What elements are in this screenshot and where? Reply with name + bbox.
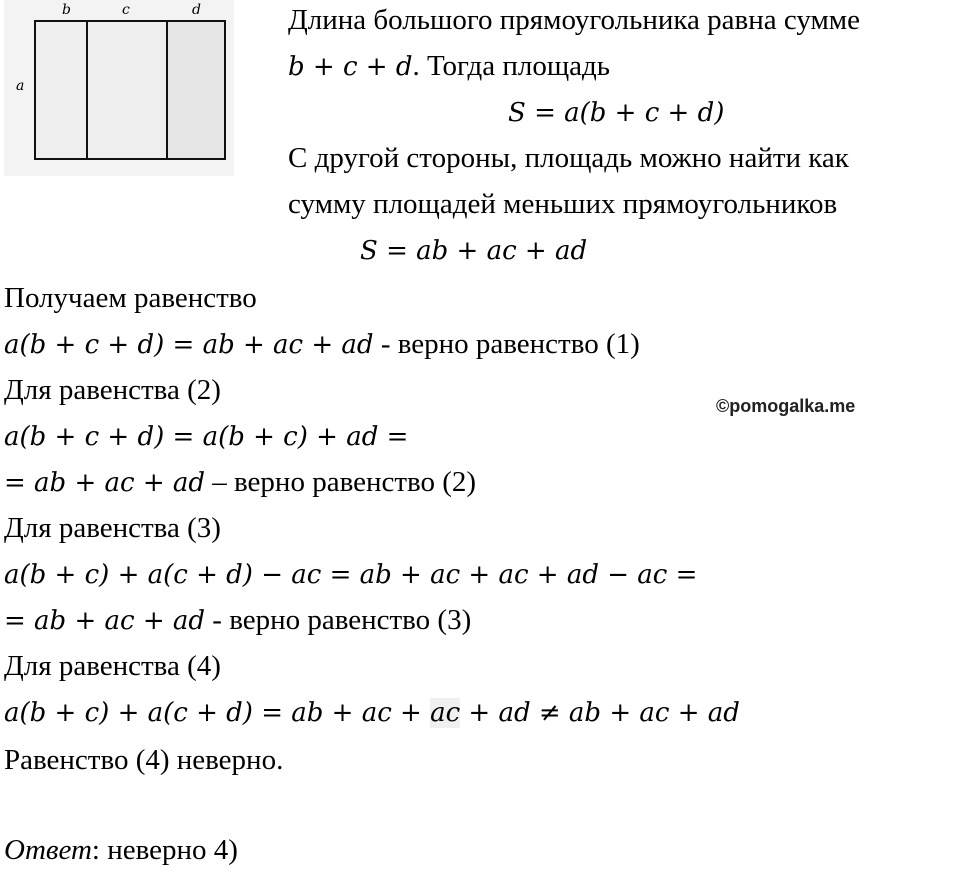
text-line: сумму площадей меньших прямоугольников: [288, 188, 838, 220]
highlighted-term: ac: [430, 698, 461, 728]
text-line: Для равенства (4): [4, 650, 221, 682]
math-expression: a(b + c + d) = a(b + c) + ad =: [4, 422, 409, 452]
text-line: [4, 600, 471, 641]
math-expression: S = a(b + c + d): [508, 98, 725, 128]
text-line: Для равенства (2): [4, 374, 221, 406]
formula-line: [4, 554, 697, 595]
math-expression: a(b + c) + a(c + d) = ab + ac +: [4, 698, 431, 728]
text-fragment: - верно равенство (1): [373, 328, 640, 360]
math-expression: S = ab + ac + ad: [360, 236, 588, 266]
divider-line: [86, 22, 88, 158]
math-expression: a(b + c) + a(c + d) − ac = ab + ac + ac + ad − ac =: [4, 560, 698, 590]
text-line: С другой стороны, площадь можно найти как: [288, 142, 849, 174]
formula-line: [4, 416, 408, 457]
math-expression: = ab + ac + ad: [4, 468, 206, 498]
text-line: Получаем равенство: [4, 282, 257, 314]
text-fragment: - верно равенство (3): [205, 604, 472, 636]
label-b: b: [62, 2, 71, 18]
formula-line: [360, 230, 587, 271]
shaded-part: [168, 22, 224, 158]
big-rectangle: [34, 20, 226, 160]
label-c: c: [122, 2, 130, 18]
text-line: Для равенства (3): [4, 512, 221, 544]
formula-line: [4, 692, 740, 733]
math-expression: = ab + ac + ad: [4, 606, 206, 636]
math-expression: b + c + d: [288, 52, 413, 82]
formula-line: [508, 92, 724, 133]
answer-label: Ответ: [4, 834, 92, 866]
text-fragment: . Тогда площадь: [412, 50, 611, 82]
text-line: [288, 46, 610, 87]
divider-line: [166, 22, 168, 158]
label-d: d: [192, 2, 201, 18]
math-expression: + ad ≠ ab + ac + ad: [460, 698, 740, 728]
text-line: Длина большого прямоугольника равна сумме: [288, 4, 861, 36]
text-line: [4, 324, 640, 365]
rectangle-figure: [4, 0, 234, 176]
text-line: Равенство (4) неверно.: [4, 744, 284, 776]
text-line: [4, 462, 476, 503]
answer-line: [4, 830, 238, 870]
label-a: a: [16, 78, 25, 94]
answer-text: : неверно 4): [91, 834, 238, 866]
text-fragment: – верно равенство (2): [205, 466, 477, 498]
math-expression: a(b + c + d) = ab + ac + ad: [4, 330, 374, 360]
watermark: ©pomogalka.me: [716, 396, 856, 416]
